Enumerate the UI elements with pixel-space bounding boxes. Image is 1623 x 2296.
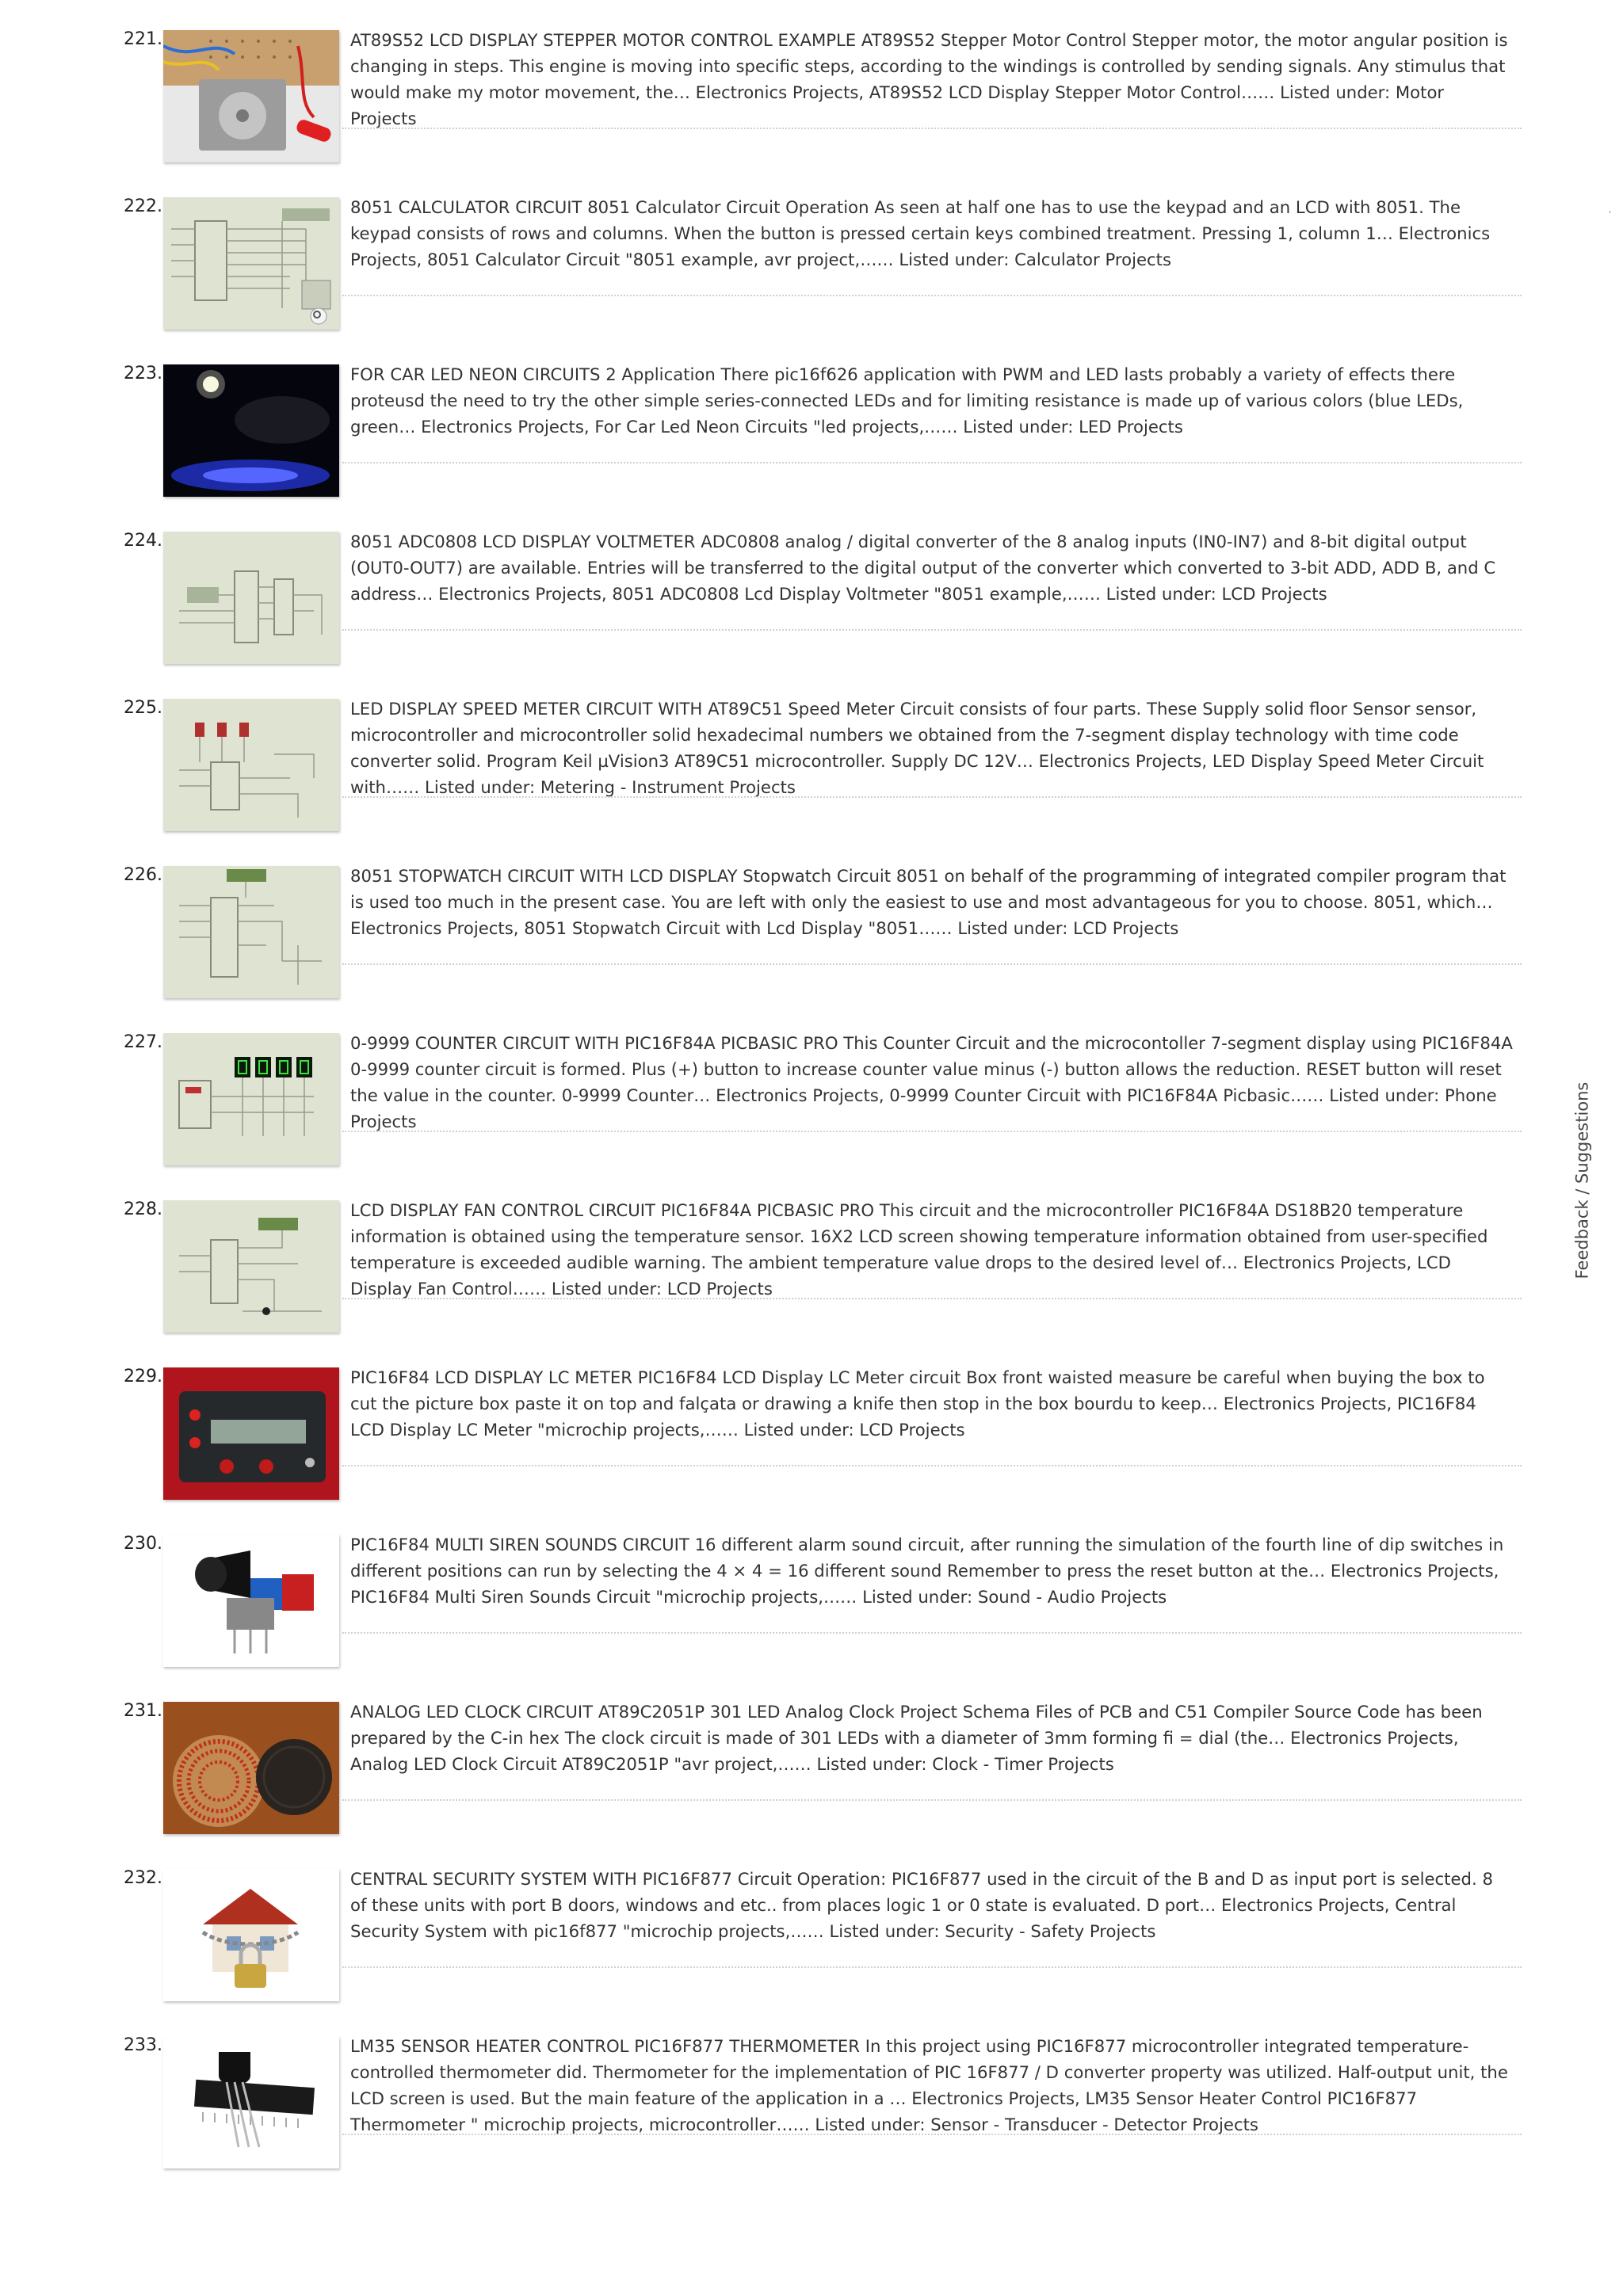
item-number: 228. bbox=[124, 1199, 162, 1219]
item-number: 231. bbox=[124, 1701, 162, 1721]
item-description[interactable]: 8051 CALCULATOR CIRCUIT 8051 Calculator Circuit Operation As seen at half one has to use the keypad and an LCD with 8051. The keypad consists of rows and columns. When the button is pressed certain keys combined treatment. Pressing 1, column 1… Electronics Projects, 8051 Calculator Circuit "8051 example, avr project,…… Listed under: Calculator Projects bbox=[350, 197, 1491, 269]
list-item bbox=[119, 358, 1522, 525]
item-thumbnail[interactable] bbox=[163, 699, 339, 831]
stopwatch-schematic bbox=[163, 866, 339, 998]
item-thumbnail[interactable] bbox=[163, 1033, 339, 1165]
item-divider bbox=[342, 2134, 1522, 2135]
item-number: 226. bbox=[124, 865, 162, 885]
item-number: 223. bbox=[124, 364, 162, 383]
item-thumbnail[interactable] bbox=[163, 1200, 339, 1333]
item-number: 222. bbox=[124, 196, 162, 216]
item-thumbnail[interactable] bbox=[163, 1535, 339, 1667]
item-number: 232. bbox=[124, 1868, 162, 1888]
item-divider bbox=[342, 462, 1522, 463]
item-number: 230. bbox=[124, 1534, 162, 1554]
feedback-tab[interactable] bbox=[1564, 1077, 1599, 1283]
item-description[interactable]: LED DISPLAY SPEED METER CIRCUIT WITH AT89C51 Speed Meter Circuit consists of four parts. These Supply solid floor Sensor sensor, microcontroller and microcontroller solid hexadecimal numbers we obtained from the 7-segment display technology with time code converter solid. Program Keil µVision3 AT89C51 microcontroller. Supply DC 12V… Electronics Projects, LED Display Speed Meter Circuit with…… Listed under: Metering - Instrument Projects bbox=[350, 699, 1484, 797]
item-description[interactable]: ANALOG LED CLOCK CIRCUIT AT89C2051P 301 LED Analog Clock Project Schema Files of PCB and C51 Compiler Source Code has been prepared by the C-in hex The clock circuit is made of 301 LEDs with a diameter of 3mm forming fi = dial (the… Electronics Projects, Analog LED Clock Circuit AT89C2051P "avr project,…… Listed under: Clock - Timer Projects bbox=[350, 1702, 1483, 1774]
list-item bbox=[119, 525, 1522, 692]
item-thumbnail[interactable] bbox=[163, 1702, 339, 1834]
item-thumbnail[interactable] bbox=[163, 866, 339, 998]
siren-photo bbox=[163, 1535, 339, 1667]
item-thumbnail[interactable] bbox=[163, 197, 339, 330]
item-description[interactable]: LCD DISPLAY FAN CONTROL CIRCUIT PIC16F84A PICBASIC PRO This circuit and the microcontroller PIC16F84A DS18B20 temperature information is obtained using the temperature sensor. 16X2 LCD screen showing temperature information obtained from user-specified temperature is exceeded audible warning. The ambient temperature value drops to the desired level of… Electronics Projects, LCD Display Fan Control…… Listed under: LCD Projects bbox=[350, 1200, 1488, 1299]
item-divider bbox=[342, 1966, 1522, 1968]
item-description[interactable]: AT89S52 LCD DISPLAY STEPPER MOTOR CONTROL EXAMPLE AT89S52 Stepper Motor Control Stepper motor, the motor angular position is changing in steps. This engine is moving into specific steps, according to the windings is controlled by sending signals. Any stimulus that would make my motor movement, the… Electronics Projects, AT89S52 LCD Display Stepper Motor Control…… Listed under: Motor Projects bbox=[350, 30, 1508, 128]
item-divider bbox=[342, 1632, 1522, 1634]
item-description[interactable]: 8051 ADC0808 LCD DISPLAY VOLTMETER ADC0808 analog / digital converter of the 8 analog inputs (IN0-IN7) and 8-bit digital output (OUT0-OUT7) are available. Entries will be transferred to the digital output of the converter which converted to 3-bit ADD, ADD B, and C address… Electronics Projects, 8051 ADC0808 Lcd Display Voltmeter "8051 example,…… Listed under: LCD Projects bbox=[350, 532, 1496, 604]
speed-meter-schematic bbox=[163, 699, 339, 831]
item-number: 227. bbox=[124, 1032, 162, 1052]
list-item bbox=[119, 1695, 1522, 1863]
item-thumbnail[interactable] bbox=[163, 1367, 339, 1500]
item-number: 225. bbox=[124, 698, 162, 718]
item-description[interactable]: PIC16F84 MULTI SIREN SOUNDS CIRCUIT 16 different alarm sound circuit, after running the simulation of the fourth line of dip switches in different positions can run by selecting the 4 × 4 = 16 different sound Remember to press the reset button at the… Electronics Projects, PIC16F84 Multi Siren Sounds Circuit "microchip projects,…… Listed under: Sound - Audio Projects bbox=[350, 1535, 1504, 1607]
item-number: 221. bbox=[124, 29, 162, 49]
item-divider bbox=[342, 295, 1522, 296]
item-number: 229. bbox=[124, 1367, 162, 1386]
item-divider bbox=[342, 1298, 1522, 1299]
voltmeter-schematic bbox=[163, 532, 339, 664]
item-divider bbox=[342, 629, 1522, 631]
item-number: 224. bbox=[124, 531, 162, 551]
item-description[interactable]: 0-9999 COUNTER CIRCUIT WITH PIC16F84A PICBASIC PRO This Counter Circuit and the microcontoller 7-segment display using PIC16F84A 0-9999 counter circuit is formed. Plus (+) button to increase counter value minus (-) button allows the reduction. RESET button will reset the value in the counter. 0-9999 Counter… Electronics Projects, 0-9999 Counter Circuit with PIC16F84A Picbasic…… Listed under: Phone Projects bbox=[350, 1033, 1513, 1131]
list-item bbox=[119, 1361, 1522, 1528]
item-thumbnail[interactable] bbox=[163, 364, 339, 497]
list-item bbox=[119, 191, 1522, 358]
item-thumbnail[interactable] bbox=[163, 30, 339, 162]
counter-schematic bbox=[163, 1033, 339, 1165]
security-house-photo bbox=[163, 1869, 339, 2001]
list-item bbox=[119, 1863, 1522, 2030]
led-clock-photo bbox=[163, 1702, 339, 1834]
list-item bbox=[119, 1528, 1522, 1695]
lc-meter-photo bbox=[163, 1367, 339, 1500]
stepper-motor-photo bbox=[163, 30, 339, 162]
list-item bbox=[119, 860, 1522, 1027]
list-item bbox=[119, 24, 1522, 191]
item-divider bbox=[342, 963, 1522, 965]
item-description[interactable]: LM35 SENSOR HEATER CONTROL PIC16F877 THERMOMETER In this project using PIC16F877 microcontroller integrated temperature-controlled thermometer did. Thermometer for the implementation of PIC 16F877 / D converter property was utilized. Half-output unit, the LCD screen is used. But the main feature of the application in a … Electronics Projects, LM35 Sensor Heater Control PIC16F877 Thermometer " microchip projects, microcontroller…… Listed under: Sensor - Transducer - Detector Projects bbox=[350, 2036, 1508, 2134]
calculator-schematic bbox=[163, 197, 339, 330]
item-divider bbox=[342, 796, 1522, 798]
item-description[interactable]: PIC16F84 LCD DISPLAY LC METER PIC16F84 LCD Display LC Meter circuit Box front waisted measure be careful when buying the box to cut the picture box paste it on top and falçata or drawing a knife then stop in the box bourdu to keep… Electronics Projects, PIC16F84 LCD Display LC Meter "microchip projects,…… Listed under: LCD Projects bbox=[350, 1367, 1485, 1440]
list-item bbox=[119, 1027, 1522, 1194]
decorative-dot bbox=[1609, 211, 1611, 213]
item-thumbnail[interactable] bbox=[163, 532, 339, 664]
item-divider bbox=[342, 1465, 1522, 1466]
item-description[interactable]: 8051 STOPWATCH CIRCUIT WITH LCD DISPLAY Stopwatch Circuit 8051 on behalf of the programming of integrated compiler program that is used too much in the present case. You are left with only the easiest to use and most advantageous for you to choose. 8051, which… Electronics Projects, 8051 Stopwatch Circuit with Lcd Display "8051…… Listed under: LCD Projects bbox=[350, 866, 1507, 938]
car-neon-photo bbox=[163, 364, 339, 497]
list-item bbox=[119, 692, 1522, 860]
item-thumbnail[interactable] bbox=[163, 2036, 339, 2168]
list-item bbox=[119, 2030, 1522, 2197]
project-list bbox=[119, 24, 1522, 2197]
item-number: 233. bbox=[124, 2035, 162, 2055]
item-description[interactable]: FOR CAR LED NEON CIRCUITS 2 Application There pic16f626 application with PWM and LED lasts probably a variety of effects there proteusd the need to try the other simple series-connected LEDs and for limiting resistance is made up of various colors (blue LEDs, green… Electronics Projects, For Car Led Neon Circuits "led projects,…… Listed under: LED Projects bbox=[350, 364, 1464, 437]
item-divider bbox=[342, 128, 1522, 129]
item-divider bbox=[342, 1799, 1522, 1801]
feedback-label: Feedback / Suggestions bbox=[1572, 1081, 1592, 1280]
fan-control-schematic bbox=[163, 1200, 339, 1333]
list-item bbox=[119, 1194, 1522, 1361]
item-thumbnail[interactable] bbox=[163, 1869, 339, 2001]
lm35-chip-photo bbox=[163, 2036, 339, 2168]
item-description[interactable]: CENTRAL SECURITY SYSTEM WITH PIC16F877 Circuit Operation: PIC16F877 used in the circuit of the B and D as input port is selected. 8 of these units with port B doors, windows and etc.. from places logic 1 or 0 state is evaluated. D port… Electronics Projects, Central Security System with pic16f877 "microchip projects,…… Listed under: Security - Safety Projects bbox=[350, 1869, 1493, 1941]
item-divider bbox=[342, 1131, 1522, 1132]
